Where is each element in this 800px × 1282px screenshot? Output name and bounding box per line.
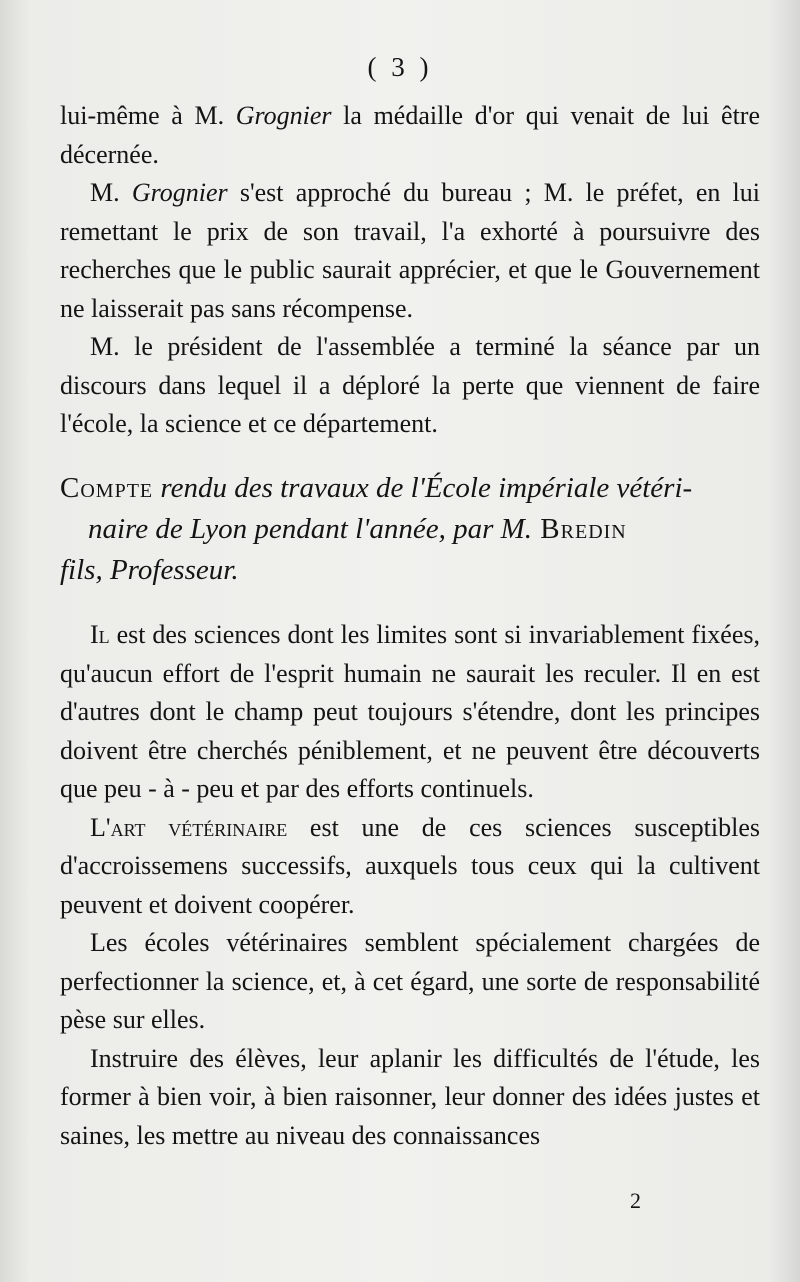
title-line-1 <box>60 468 760 509</box>
paragraph-sciences <box>60 616 760 809</box>
para2-text-a: M. <box>90 178 132 207</box>
para4-lead: Il <box>90 620 110 649</box>
paragraph-prefet <box>60 174 760 328</box>
para1-name-grognier: Grognier <box>235 101 332 130</box>
paragraph-continuation <box>60 97 760 174</box>
paragraph-instruire: Instruire des élèves, leur aplanir les difficultés de l'étude, les former à bien voir, à bien raisonner, leur donner des idées justes et saines, les mettre au niveau des connaissances <box>60 1043 760 1150</box>
paragraph-ecoles: Les écoles vétérinaires semblent spécialement chargées de perfectionner la science, et, à cet égard, une sorte de responsabilité pèse sur elles. <box>60 928 760 1034</box>
paragraph-president: M. le président de l'assemblée a terminé la séance par un discours dans lequel il a déploré la perte que viennent de faire l'école, la science et ce département. <box>60 332 760 438</box>
para5-rest: est une de ces sciences susceptibles d'accroissemens successifs, auxquels tous ceux qui la cultivent peuvent et doivent coopérer. <box>60 812 760 919</box>
title-compte: Compte <box>60 472 154 504</box>
page-number: ( 3 ) <box>367 52 433 82</box>
para5-lead: L'art vétérinaire <box>90 812 288 842</box>
title-line1-rest: rendu des travaux de l'École impériale vétéri- <box>153 472 693 504</box>
title-line-3: fils, Professeur. <box>60 554 239 586</box>
title-author-name: Bredin <box>532 513 627 545</box>
signature-mark: 2 <box>630 1188 641 1213</box>
section-title <box>60 468 760 591</box>
title-line2-m: M. <box>500 513 533 545</box>
lower-text <box>60 616 760 1155</box>
paragraph-art-veterinaire <box>60 809 760 925</box>
para2-name-grognier: Grognier <box>131 178 228 207</box>
title-line-2 <box>60 509 760 550</box>
para1-text-a: lui-même à M. <box>60 101 236 130</box>
para4-rest: est des sciences dont les limites sont si invariablement fixées, qu'aucun effort de l'esprit humain ne saurait les reculer. Il en est d'autres dont le champ peut toujours s'étendre, dont les principes doivent être cherchés péniblement, et ne peuvent être découverts que peu - à - peu et par des efforts continuels. <box>60 620 760 803</box>
title-line2-text: naire de Lyon pendant l'année, par <box>88 513 501 545</box>
para2-text-c: s'est approché du bureau ; M. le préfet, en lui remettant le prix de son travail, l'a exhorté à poursuivre des recherches que le public saurait apprécier, et que le Gouvernement ne laisserait pas sans récompense. <box>60 178 761 323</box>
upper-text <box>60 97 760 444</box>
para1-text-c: la médaille d'or qui venait de lui être décernée. <box>60 101 760 169</box>
